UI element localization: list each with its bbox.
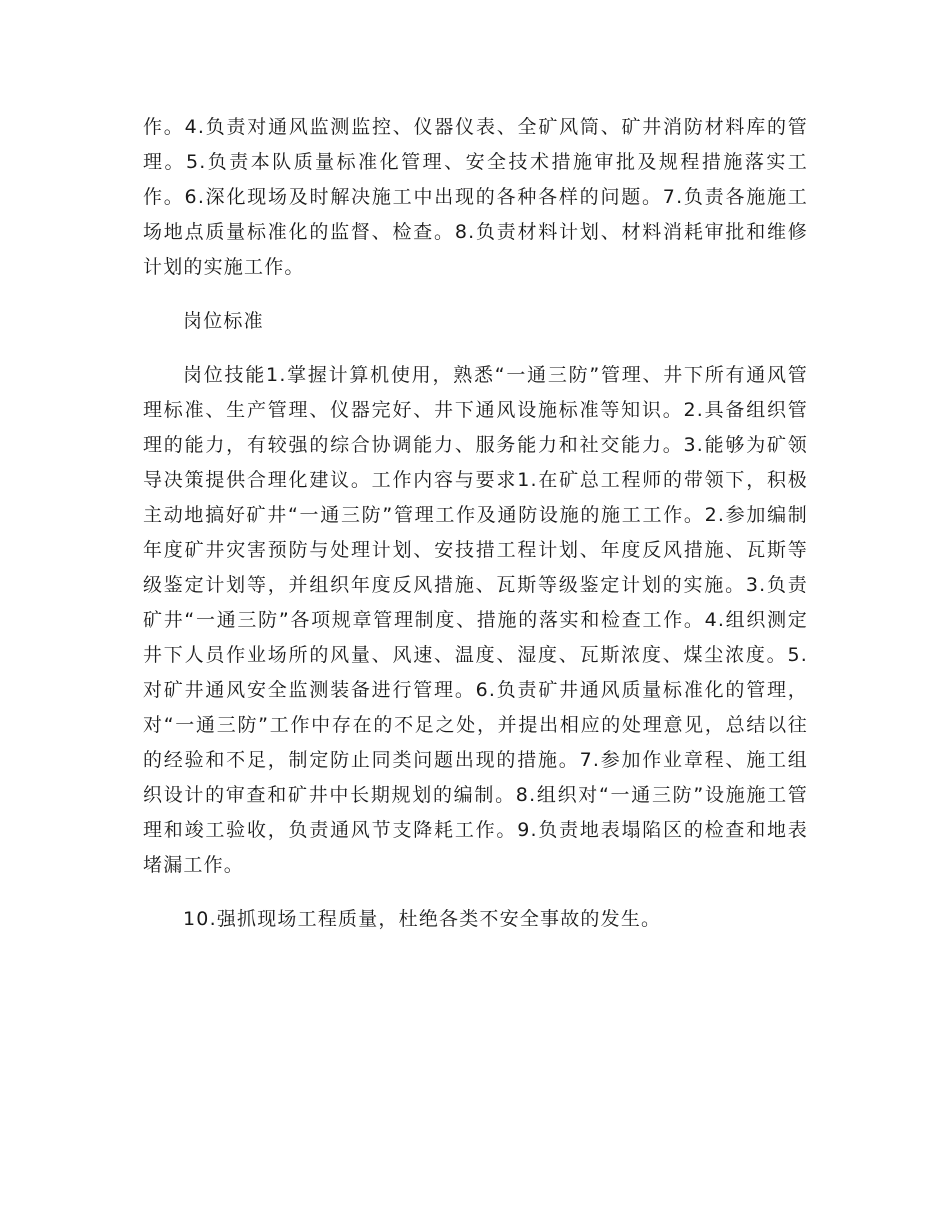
paragraph-item-10: 10.强抓现场工程质量，杜绝各类不安全事故的发生。 [183, 908, 662, 930]
paragraph-post-skills: 岗位技能1.掌握计算机使用，熟悉“一通三防”管理、井下所有通风管理标准、生产管理、仪器完好、井下通风设施标准等知识。2.具备组织管理的能力，有较强的综合协调能力、服务能力和社交能力。3.能够为矿领导决策提供合理化建议。工作内容与要求1.在矿总工程师的带领下，积极主动地搞好矿井“一通三防”管理工作及通防设施的施工工作。2.参加编制年度矿井灾害预防与处理计划、安技措工程计划、年度反风措施、瓦斯等级鉴定计划等，并组织年度反风措施、瓦斯等级鉴定计划的实施。3.负责矿井“一通三防”各项规章管理制度、措施的落实和检查工作。4.组织测定井下人员作业场所的风量、风速、温度、湿度、瓦斯浓度、煤尘浓度。5.对矿井通风安全监测装备进行管理。6.负责矿井通风质量标准化的管理，对“一通三防”工作中存在的不足之处，并提出相应的处理意见，总结以往的经验和不足，制定防止同类问题出现的措施。7.参加作业章程、施工组织设计的审查和矿井中长期规划的编制。8.组织对“一通三防”设施施工管理和竣工验收，负责通风节支降耗工作。9.负责地表塌陷区的检查和地表堵漏工作。 [143, 364, 808, 876]
section-heading-post-standard: 岗位标准 [183, 310, 264, 332]
paragraph-duties-continued: 作。4.负责对通风监测监控、仪器仪表、全矿风筒、矿井消防材料库的管理。5.负责本队质量标准化管理、安全技术措施审批及规程措施落实工作。6.深化现场及时解决施工中出现的各种各样的问题。7.负责各施施工场地点质量标准化的监督、检查。8.负责材料计划、材料消耗审批和维修计划的实施工作。 [143, 116, 808, 278]
document-body [143, 110, 808, 937]
